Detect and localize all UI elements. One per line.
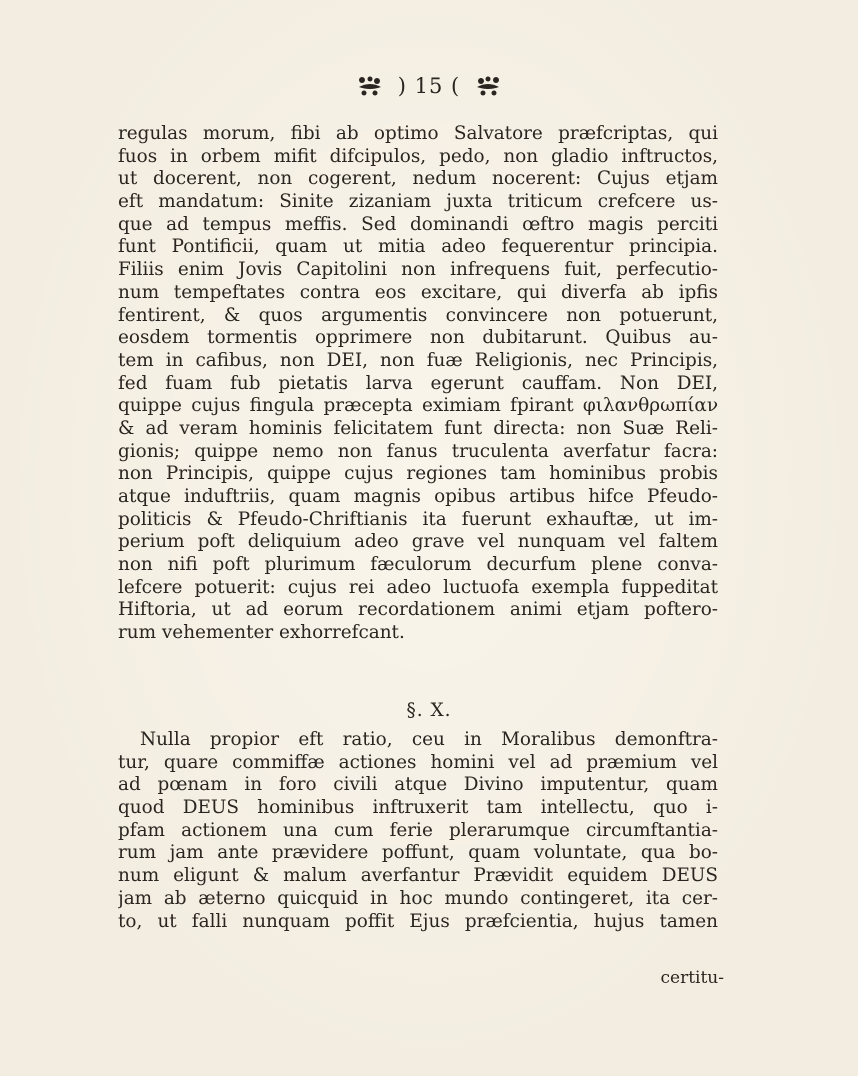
left-ornament-icon	[356, 75, 384, 97]
text-line: perium poft deliquium adeo grave vel nunquam vel faltem	[118, 531, 718, 553]
text-line: non Principis, quippe cujus regiones tam hominibus probis	[118, 463, 718, 485]
text-line: tem in cafibus, non DEI, non fuæ Religionis, nec Principis,	[118, 349, 718, 371]
text-line: Filiis enim Jovis Capitolini non infrequens fuit, perfecutio-	[118, 259, 718, 281]
paragraph-section-x	[118, 729, 718, 933]
paragraph-continued	[118, 123, 718, 645]
text-line: fentirent, & quos argumentis convincere non potuerunt,	[118, 304, 718, 326]
text-line: rum jam ante prævidere poffunt, quam voluntate, qua bo-	[118, 842, 718, 864]
text-line: gionis; quippe nemo non fanus truculenta averfatur facra:	[118, 440, 718, 462]
text-line: ut docerent, non cogerent, nedum nocerent: Cujus etjam	[118, 168, 718, 190]
text-line: to, ut falli nunquam poffit Ejus præfcientia, hujus tamen	[118, 910, 718, 932]
text-line: non nifi poft plurimum fæculorum decurfum plene conva-	[118, 554, 718, 576]
text-line: eft mandatum: Sinite zizaniam juxta triticum crefcere us-	[118, 191, 718, 213]
text-line: rum vehementer exhorrefcant.	[118, 622, 405, 644]
text-line: ad pœnam in foro civili atque Divino imputentur, quam	[118, 774, 718, 796]
text-line: funt Pontificii, quam ut mitia adeo fequerentur principia.	[118, 236, 718, 258]
text-line: jam ab æterno quicquid in hoc mundo contingeret, ita cer-	[118, 887, 718, 909]
right-ornament-icon	[474, 75, 502, 97]
text-line: num eligunt & malum averfantur Prævidit equidem DEUS	[118, 865, 718, 887]
text-line: num tempeftates contra eos excitare, qui diverfa ab ipfis	[118, 281, 718, 303]
text-line: tur, quare commiffæ actiones homini vel ad præmium vel	[118, 751, 718, 773]
text-line: Hiftoria, ut ad eorum recordationem animi etjam poftero-	[118, 599, 718, 621]
text-line: pfam actionem una cum ferie plerarumque circumftantia-	[118, 819, 718, 841]
text-line: regulas morum, fibi ab optimo Salvatore præfcriptas, qui	[118, 123, 718, 144]
text-line: fuos in orbem mifit difcipulos, pedo, non gladio inftructos,	[118, 145, 718, 167]
page-header	[0, 74, 858, 98]
text-line: eosdem tormentis opprimere non dubitarunt. Quibus au-	[118, 327, 718, 349]
text-line: que ad tempus meffis. Sed dominandi œftro magis perciti	[118, 213, 718, 235]
text-line: politicis & Pfeudo-Chriftianis ita fuerunt exhauftæ, ut im-	[118, 508, 718, 530]
page-number: ) 15 (	[397, 74, 461, 98]
text-line: quod DEUS hominibus inftruxerit tam intellectu, quo i-	[118, 797, 718, 819]
text-line: Nulla propior eft ratio, ceu in Moralibus demonftra-	[140, 729, 718, 750]
section-heading: §. X.	[406, 700, 452, 721]
catchword: certitu-	[660, 968, 724, 988]
text-line: atque induftriis, quam magnis opibus artibus hifce Pfeudo-	[118, 486, 718, 507]
text-line: quippe cujus fingula præcepta eximiam fpirant φιλανθρωπίαν	[118, 395, 718, 417]
text-line: lefcere potuerit: cujus rei adeo luctuofa exempla fuppeditat	[118, 576, 718, 598]
text-line: fed fuam fub pietatis larva egerunt cauffam. Non DEI,	[118, 372, 718, 394]
text-line: & ad veram hominis felicitatem funt directa: non Suæ Reli-	[118, 417, 718, 439]
